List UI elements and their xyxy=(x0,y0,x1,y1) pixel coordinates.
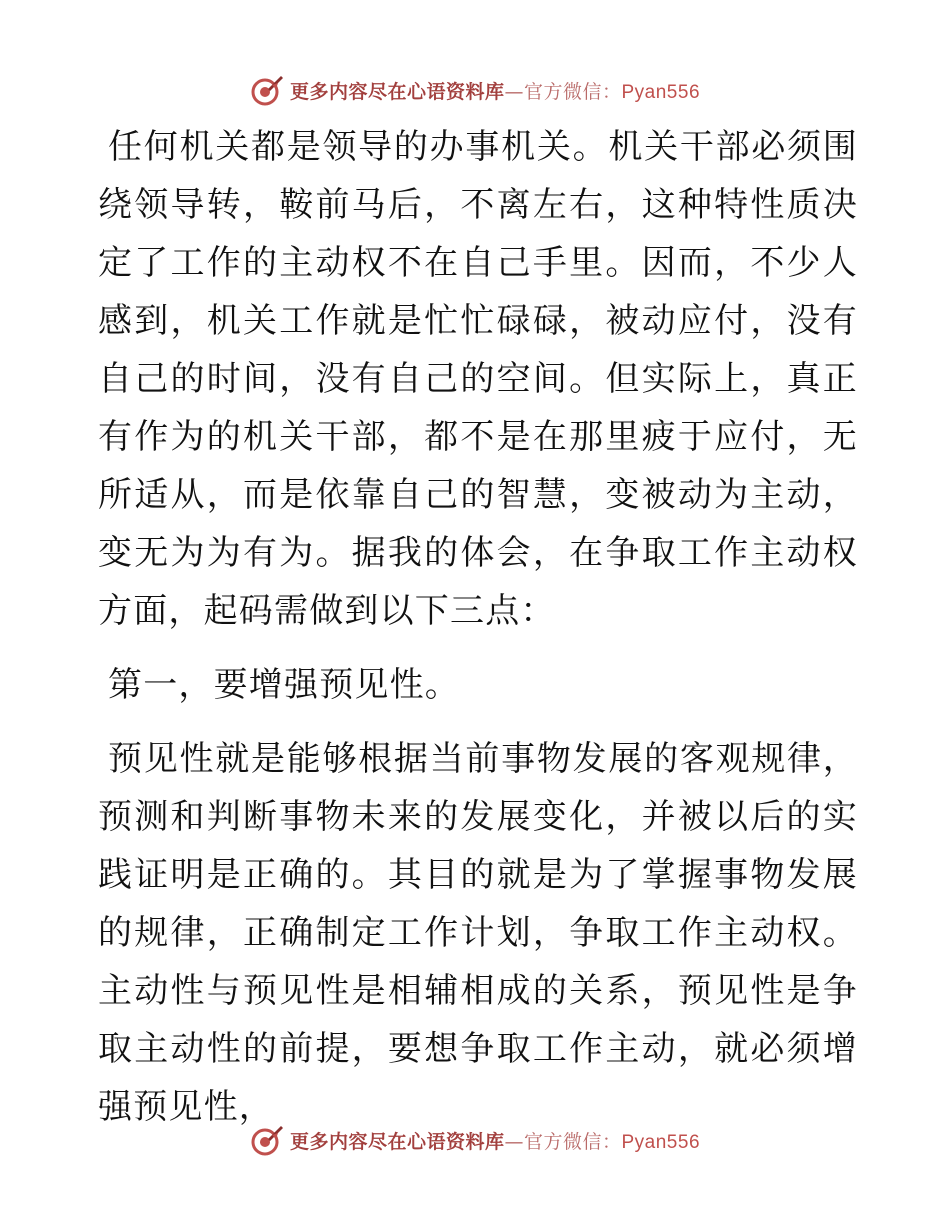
paragraph-foresight: 预见性就是能够根据当前事物发展的客观规律，预测和判断事物未来的发展变化，并被以后的实践证明是正确的。其目的就是为了掌握事物发展的规律，正确制定工作计划，争取工作主动权。主动性与预见性是相辅相成的关系，预见性是争取主动性的前提，要想争取工作主动，就必须增强预见性， xyxy=(98,739,858,1127)
watermark-separator: — xyxy=(504,80,524,103)
watermark-sub-text: 官方微信： xyxy=(523,1130,622,1153)
header-watermark xyxy=(0,70,950,110)
watermark-wechat-id: Pyan556 xyxy=(621,81,701,103)
document-body xyxy=(98,118,858,1136)
footer-watermark xyxy=(0,1120,950,1160)
watermark-main-text: 更多内容尽在心语资料库 xyxy=(289,1130,505,1153)
quill-logo-icon xyxy=(250,1123,284,1157)
watermark-text xyxy=(290,1127,700,1154)
watermark-wechat-id: Pyan556 xyxy=(621,1131,701,1153)
watermark-text xyxy=(290,77,700,104)
watermark-main-text: 更多内容尽在心语资料库 xyxy=(289,80,505,103)
paragraph-intro: 任何机关都是领导的办事机关。机关干部必须围绕领导转，鞍前马后，不离左右，这种特性质决定了工作的主动权不在自己手里。因而，不少人感到，机关工作就是忙忙碌碌，被动应付，没有自己的时间，没有自己的空间。但实际上，真正有作为的机关干部，都不是在那里疲于应付，无所适从，而是依靠自己的智慧，变被动为主动，变无为为有为。据我的体会，在争取工作主动权方面，起码需做到以下三点： xyxy=(98,127,858,631)
section-heading-first: 第一，要增强预见性。 xyxy=(108,665,460,705)
quill-logo-icon xyxy=(250,73,284,107)
watermark-separator: — xyxy=(504,1130,524,1153)
watermark-sub-text: 官方微信： xyxy=(523,80,622,103)
